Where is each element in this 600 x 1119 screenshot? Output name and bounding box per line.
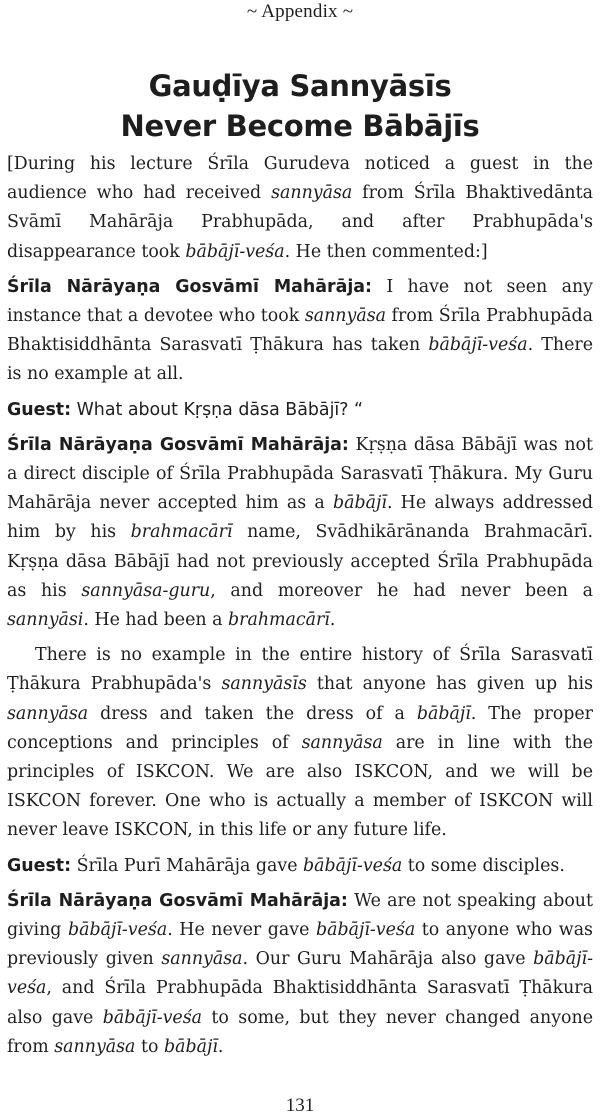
paragraph-guest-question-2: Guest: Śrīla Purī Mahārāja gave bābājī-veśa to some disciples. <box>7 855 565 876</box>
paragraph-reply-2: Śrīla Nārāyaṇa Gosvāmī Mahārāja: Kṛṣṇa dāsa Bābājī was not a direct disciple of Śrīla Prabhupāda Sarasvatī Ṭhākura. My Guru Mahārāja never accepted him as a bābājī. He always addressed him by his brahmacārī name, Svādhikārānanda Brahmacārī. Kṛṣṇa dāsa Bābājī had not previously accepted Śrīla Prabhupāda as his sannyāsa-guru, and moreover he had never been a sannyāsi. He had been a brahmacārī. <box>7 434 594 631</box>
paragraph-intro: [During his lecture Śrīla Gurudeva noticed a guest in the audience who had received sannyāsa from Śrīla Bhaktivedānta Svāmī Mahārāja Prabhupāda, and after Prabhupāda's disappearance took bābājī-veśa. He then commented:] <box>7 154 593 262</box>
speaker-label: Śrīla Nārāyaṇa Gosvāmī Mahārāja: <box>7 276 372 297</box>
chapter-title <box>7 66 593 146</box>
paragraph-reply-1: Śrīla Nārāyaṇa Gosvāmī Mahārāja: I have not seen any instance that a devotee who took sannyāsa from Śrīla Prabhupāda Bhaktisiddhānta Sarasvatī Ṭhākura has taken bābājī-veśa. There is no example at all. <box>7 276 593 385</box>
speaker-label: Guest: <box>7 399 72 420</box>
chapter-title-line-1: Gauḍīya Sannyāsīs <box>148 69 452 103</box>
paragraph-reply-3: Śrīla Nārāyaṇa Gosvāmī Mahārāja: We are not speaking about giving bābājī-veśa. He never gave bābājī-veśa to anyone who was previously given sannyāsa. Our Guru Mahārāja also gave bābājī-veśa, and Śrīla Prabhupāda Bhaktisiddhānta Sarasvatī Ṭhākura also gave bābājī-veśa to some, but they never changed anyone from sannyāsa to bābājī. <box>7 890 594 1057</box>
speaker-label: Śrīla Nārāyaṇa Gosvāmī Mahārāja: <box>7 890 348 911</box>
page-number: 131 <box>285 1095 315 1116</box>
paragraph-reply-2-continued: There is no example in the entire history of Śrīla Sarasvatī Ṭhākura Prabhupāda's sannyāsīs that anyone has given up his sannyāsa dress and taken the dress of a bābājī. The proper conceptions and principles of sannyāsa are in line with the principles of ISKCON. We are also ISKCON, and we will be ISKCON forever. One who is actually a member of ISKCON will never leave ISKCON, in this life or any future life. <box>7 645 594 841</box>
running-head: ~ Appendix ~ <box>246 1 354 22</box>
speaker-label: Śrīla Nārāyaṇa Gosvāmī Mahārāja: <box>7 434 349 455</box>
paragraph-guest-question-1: Guest: What about Kṛṣṇa dāsa Bābājī? “ <box>7 399 364 420</box>
body-text <box>7 150 593 1062</box>
chapter-title-line-2: Never Become Bābājīs <box>120 109 480 143</box>
speaker-label: Guest: <box>7 855 72 876</box>
